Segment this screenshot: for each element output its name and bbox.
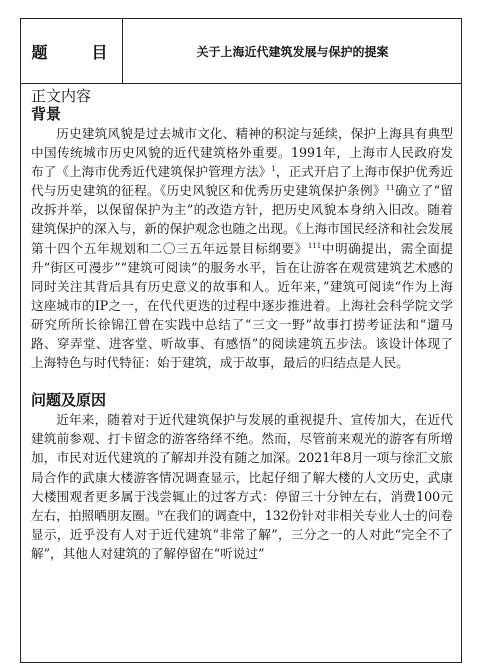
body-section-label: 正文内容	[31, 87, 92, 105]
background-text-4: 中明确提出，需全面提升“街区可漫步”“建筑可阅读”的服务水平，旨在让游客在观赏建筑艺术感的同时关注其背后具有历史意义的故事和人。近年来，”建筑可阅读“作为上海这座城市的IP之一，在代代更迭的过程中逐步推进着。上海社会科学院文学研究所所长徐锦江曾在实践中总结了“三文一野”故事打捞考证法和“遛马路、穿弄堂、进客堂、听故事、有感悟”的阅读建筑五步法。该设计体现了上海特色与时代特征：始于建筑，成于故事，最后的归结点是人民。	[31, 240, 454, 371]
title-label: 题 目	[21, 19, 123, 83]
problem-heading: 问题及原因	[31, 391, 107, 410]
footnote-ref-2: 11	[385, 184, 395, 193]
section-gap	[31, 372, 453, 391]
footnote-ref-3: 111	[307, 241, 322, 250]
footnote-ref-1: 1	[271, 165, 276, 173]
background-text-2: ，正式开启了上海市保护优秀近代与历史建筑的征程。《历史风貌区和优秀历史建筑保护条例》	[31, 164, 454, 199]
body-content	[31, 87, 453, 563]
proposal-form-frame	[20, 18, 462, 663]
footnote-ref-4: iv	[157, 508, 164, 517]
proposal-title: 关于上海近代建筑发展与保护的提案	[196, 44, 389, 59]
background-paragraph	[31, 124, 453, 372]
background-heading: 背景	[31, 105, 62, 123]
background-text-1: 历史建筑风貌是过去城市文化、精神的积淀与延续，保护上海具有典型中国传统城市历史风貌的近代建筑格外重要。1991年，上海市人民政府发布了《上海市优秀近代建筑保护管理方法》	[31, 126, 453, 180]
problem-paragraph	[31, 410, 453, 563]
background-text-3: 确立了“留改拆并举，以保留保护为主”的改造方针，把历史风貌本身纳入旧改。随着建筑保护的深入与，新的保护观念也随之出现。《上海市国民经济和社会发展第十四个五年规划和二〇三五年远景目标纲要》	[31, 183, 453, 256]
title-row	[21, 19, 461, 84]
problem-text-2: 在我们的调查中，132份针对非相关专业人士的问卷显示，近乎没有人对于近代建筑“非常了解”，三分之一的人对此“完全不了解”，其他人对建筑的了解停留在“听说过”	[31, 507, 453, 561]
problem-text-1: 近年来，随着对于近代建筑保护与发展的重视提升、宣传加大，在近代建筑前参观、打卡留念的游客络绎不绝。然而，尽管前来观光的游客有所增加，市民对近代建筑的了解却并没有随之加深。2021年8月一项与徐汇文旅局合作的武康大楼游客情况调查显示，比起仔细了解大楼的人文历史，武康大楼围观者更多属于浅尝辄止的过客方式：停留三十分钟左右，消费100元左右，拍照晒朋友圈。	[31, 412, 453, 523]
